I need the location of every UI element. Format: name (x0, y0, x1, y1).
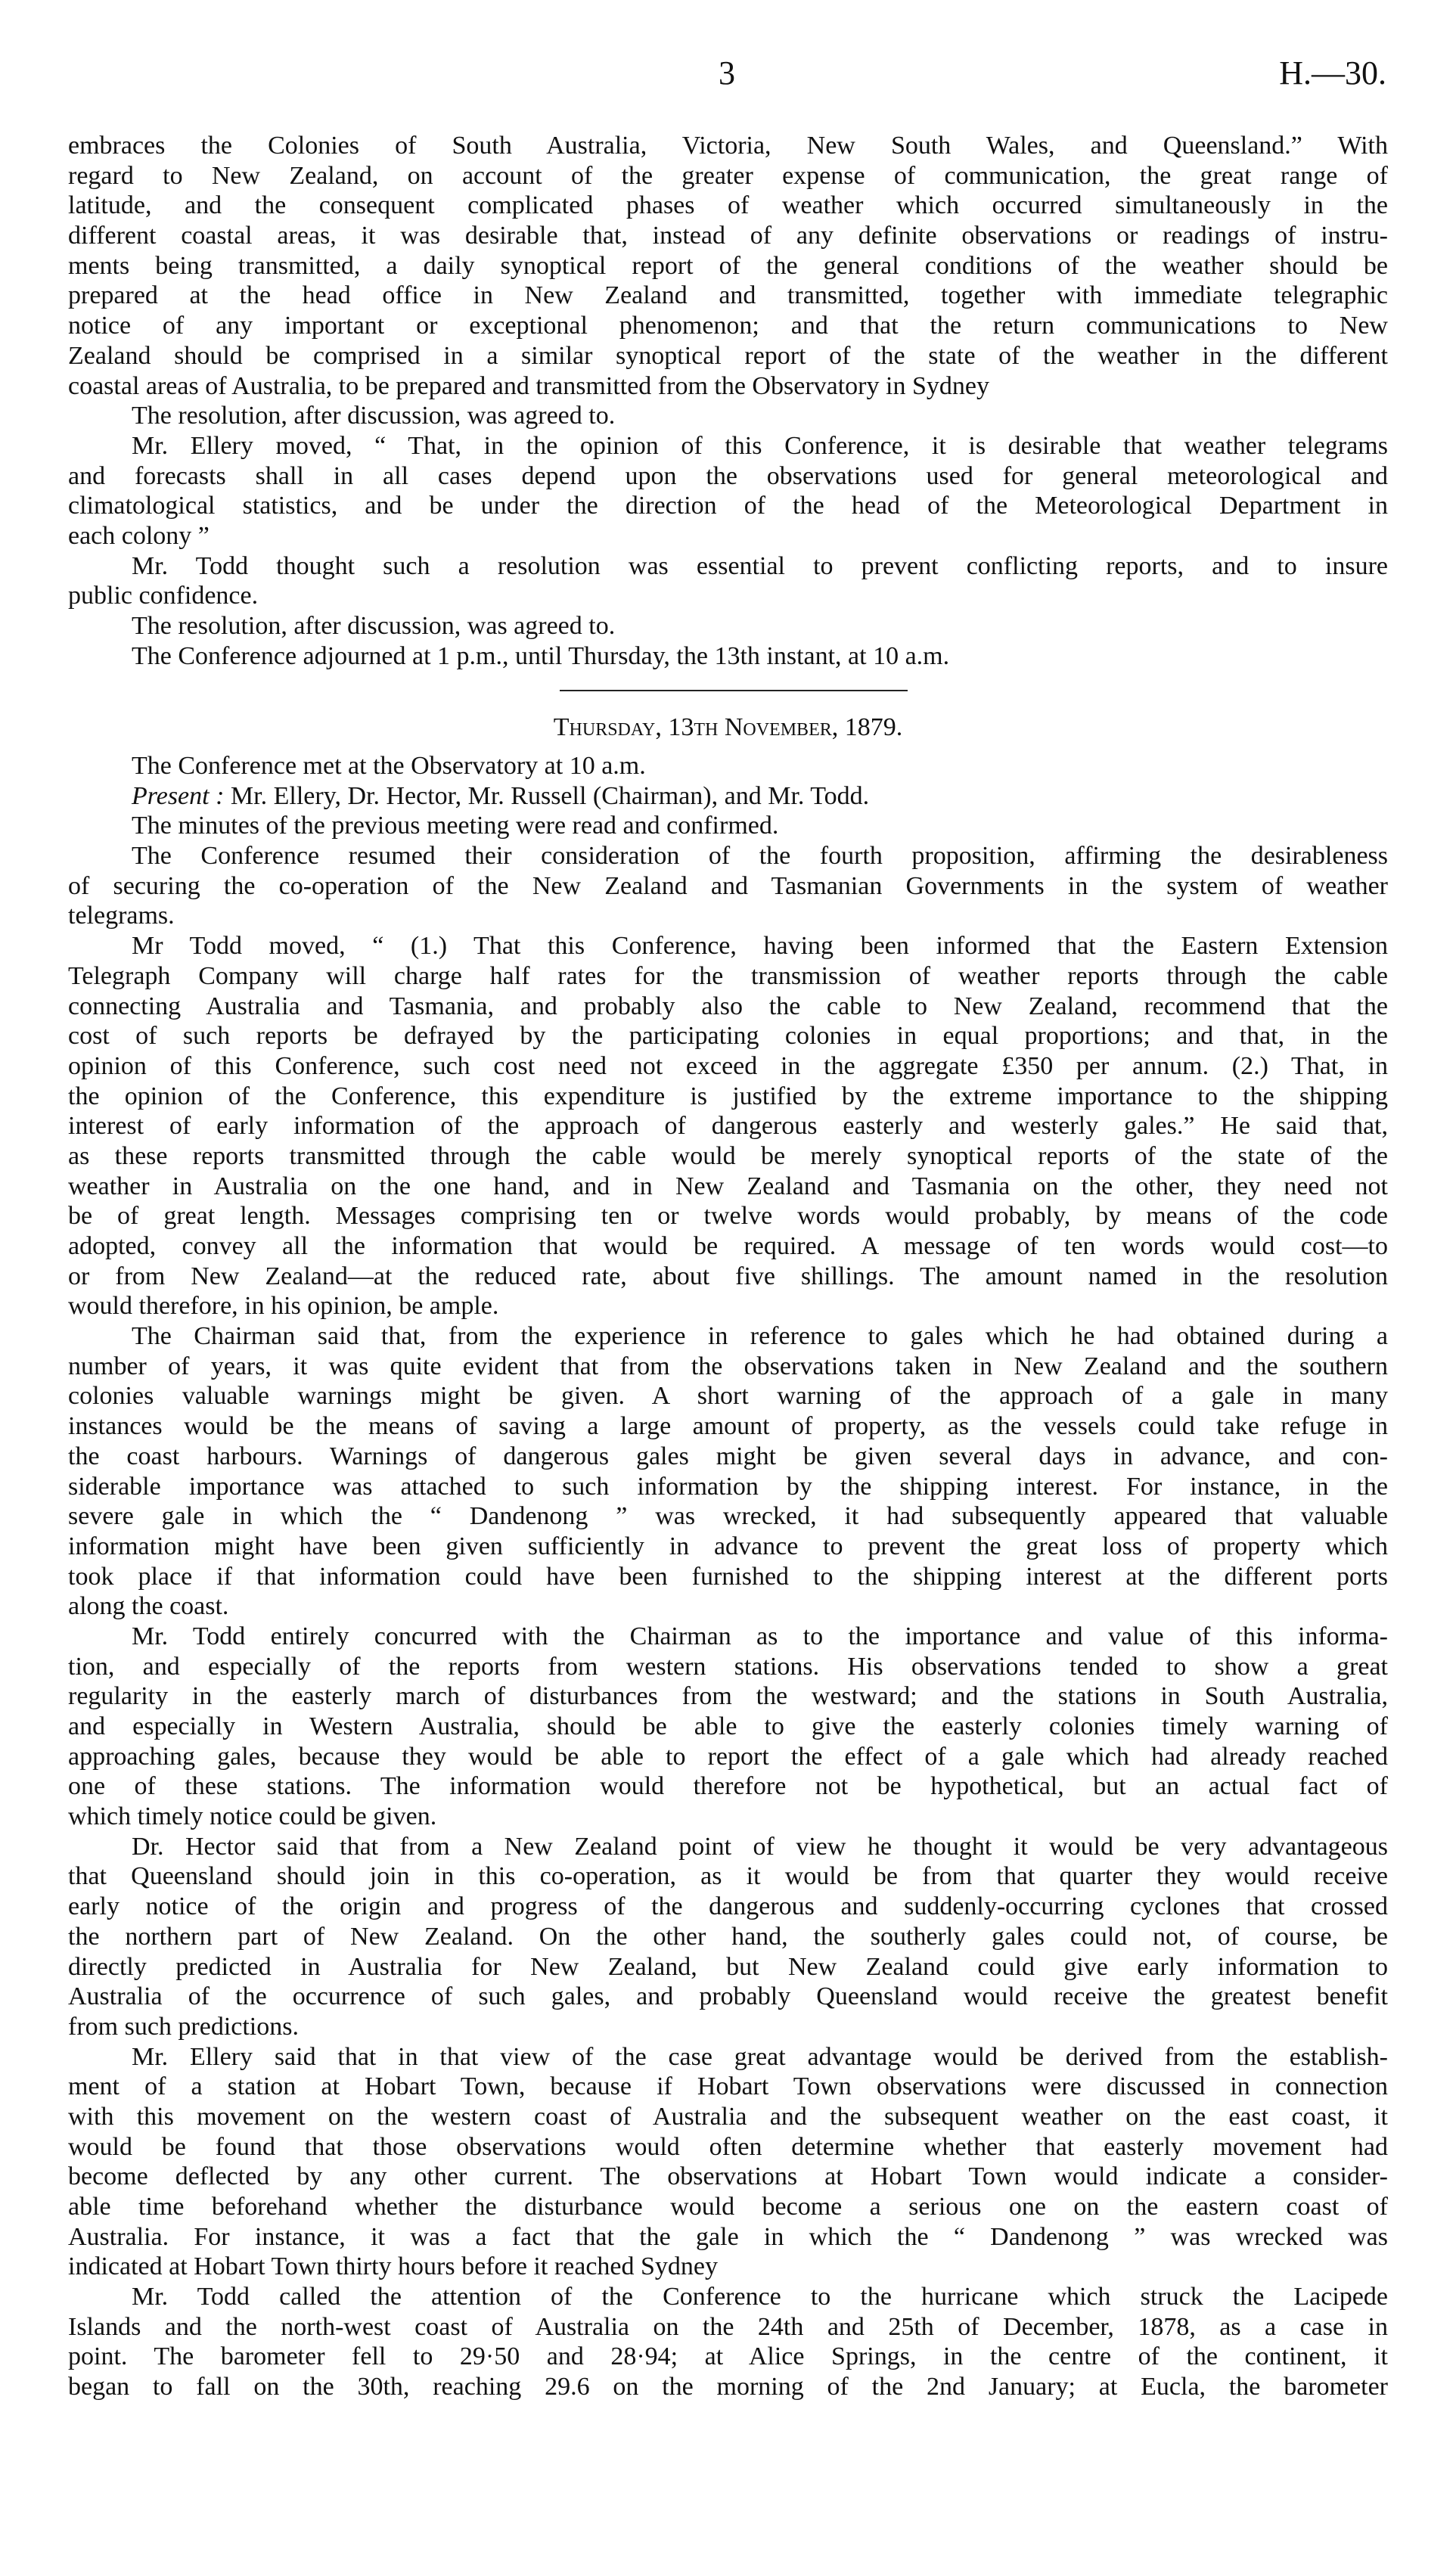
paragraph (68, 1832, 1388, 2042)
text-line: the coast harbours. Warnings of dangerous gales might be given several days in advance, and con- (68, 1442, 1388, 1470)
text-line: as these reports transmitted through the cable would be merely synoptical reports of the state of the (68, 1141, 1388, 1170)
text-line: number of years, it was quite evident that from the observations taken in New Zealand and the southern (68, 1352, 1388, 1380)
text-line: be of great length. Messages comprising ten or twelve words would probably, by means of the code (68, 1202, 1388, 1231)
text-line: the opinion of the Conference, this expenditure is justified by the extreme importance to the shipping (68, 1082, 1388, 1110)
text-line: of securing the co-operation of the New Zealand and Tasmanian Governments in the system of weather (68, 871, 1388, 900)
text-line: colonies valuable warnings might be given. A short warning of the approach of a gale in many (68, 1382, 1388, 1411)
paragraph (68, 841, 1388, 931)
text-line: would be found that those observations would often determine whether that easterly movement had (68, 2132, 1388, 2161)
text-line: Mr. Todd thought such a resolution was essential to prevent conflicting reports, and to insure (132, 551, 1388, 580)
text-line: become deflected by any other current. The observations at Hobart Town would indicate a consider- (68, 2162, 1388, 2191)
text-line: the northern part of New Zealand. On the other hand, the southerly gales could not, of course, be (68, 1922, 1388, 1951)
text-line: regard to New Zealand, on account of the greater expense of communication, the great range of (68, 161, 1388, 190)
text-line: severe gale in which the “ Dandenong ” was wrecked, it had subsequently appeared that valuable (68, 1502, 1388, 1531)
text-line: connecting Australia and Tasmania, and probably also the cable to New Zealand, recommend that the (68, 992, 1388, 1020)
text-line: The minutes of the previous meeting were read and confirmed. (132, 812, 779, 840)
text-line: Zealand should be comprised in a similar synoptical report of the state of the weather in the different (68, 341, 1388, 370)
text-line: adopted, convey all the information that would be required. A message of ten words would cost—to (68, 1232, 1388, 1260)
text-line: The Conference adjourned at 1 p.m., until Thursday, the 13th instant, at 10 a.m. (132, 641, 950, 670)
text-line: began to fall on the 30th, reaching 29.6 on the morning of the 2nd January; at Eucla, the barometer (68, 2373, 1388, 2401)
text-line: instances would be the means of saving a large amount of property, as the vessels could take refuge in (68, 1412, 1388, 1441)
text-line: notice of any important or exceptional phenomenon; and that the return communications to New (68, 312, 1388, 340)
present-label: Present : (132, 781, 225, 810)
paragraph (68, 2282, 1388, 2402)
text-line: or from New Zealand—at the reduced rate, about five shillings. The amount named in the resolution (68, 1262, 1388, 1290)
text-line: regularity in the easterly march of disturbances from the westward; and the stations in South Australia, (68, 1682, 1388, 1711)
paragraph (68, 611, 1388, 641)
text-line: one of these stations. The information would therefore not be hypothetical, but an actual fact of (68, 1772, 1388, 1801)
text-line: Mr. Ellery said that in that view of the case great advantage would be derived from the establish- (132, 2042, 1388, 2071)
text-line: telegrams. (68, 902, 175, 930)
text-line: that Queensland should join in this co-operation, as it would be from that quarter they would receive (68, 1862, 1388, 1891)
document-reference: H.—30. (1279, 54, 1386, 92)
text-line: The Chairman said that, from the experience in reference to gales which he had obtained during a (132, 1322, 1388, 1351)
text-line: The Conference met at the Observatory at 10 a.m. (132, 752, 646, 780)
text-line: opinion of this Conference, such cost need not exceed in the aggregate £350 per annum. (2.) That, in (68, 1051, 1388, 1080)
paragraph (68, 431, 1388, 551)
text-line (68, 781, 1388, 812)
text-line: Mr. Todd called the attention of the Conference to the hurricane which struck the Lacipede (132, 2283, 1388, 2311)
page-number: 3 (719, 54, 735, 92)
text-line: Mr. Ellery moved, “ That, in the opinion of this Conference, it is desirable that weather telegrams (132, 431, 1388, 460)
text-line: Islands and the north-west coast of Australia on the 24th and 25th of December, 1878, as a case in (68, 2312, 1388, 2341)
section-divider (560, 690, 908, 691)
text-line: Mr. Todd entirely concurred with the Chairman as to the importance and value of this informa- (132, 1622, 1388, 1650)
text-line: Australia of the occurrence of such gales, and probably Queensland would receive the greatest benefit (68, 1982, 1388, 2011)
paragraph (68, 1321, 1388, 1622)
text-line: ments being transmitted, a daily synoptical report of the general conditions of the weather should be (68, 251, 1388, 280)
text-line: able time beforehand whether the disturbance would become a serious one on the eastern coast of (68, 2193, 1388, 2221)
text-line: The resolution, after discussion, was agreed to. (132, 402, 616, 430)
text-line: Telegraph Company will charge half rates for the transmission of weather reports through the cable (68, 961, 1388, 990)
text-line: siderable importance was attached to such information by the shipping interest. For instance, in the (68, 1472, 1388, 1501)
text-line: The resolution, after discussion, was agreed to. (132, 612, 616, 640)
text-line: public confidence. (68, 582, 259, 610)
text-line: latitude, and the consequent complicated phases of weather which occurred simultaneously in the (68, 191, 1388, 220)
paragraph (68, 781, 1388, 812)
text-line: each colony ” (68, 521, 210, 550)
text-line: from such predictions. (68, 2012, 299, 2041)
paragraph (68, 811, 1388, 841)
text-line: Dr. Hector said that from a New Zealand point of view he thought it would be very advantageous (132, 1832, 1388, 1861)
text-line: embraces the Colonies of South Australia, Victoria, New South Wales, and Queensland.” With (68, 132, 1388, 160)
text-line: directly predicted in Australia for New Zealand, but New Zealand could give early information to (68, 1952, 1388, 1981)
text-line: early notice of the origin and progress of the dangerous and suddenly-occurring cyclones that crossed (68, 1892, 1388, 1921)
text-line: Australia. For instance, it was a fact that the gale in which the “ Dandenong ” was wrecked was (68, 2222, 1388, 2251)
text-line: information might have been given sufficiently in advance to prevent the great loss of property which (68, 1532, 1388, 1560)
text-line: interest of early information of the approach of dangerous easterly and westerly gales.” He said that, (68, 1112, 1388, 1141)
sitting-date-heading: Thursday, 13th November, 1879. (553, 713, 903, 741)
text-line: approaching gales, because they would be able to report the effect of a gale which had already reached (68, 1742, 1388, 1771)
text-line: indicated at Hobart Town thirty hours before it reached Sydney (68, 2252, 719, 2281)
section-thursday-sitting (68, 751, 1388, 2402)
text-line: which timely notice could be given. (68, 1802, 437, 1831)
paragraph (68, 551, 1388, 611)
paragraph (68, 751, 1388, 781)
text-line: coastal areas of Australia, to be prepared and transmitted from the Observatory in Sydney (68, 371, 989, 400)
text-line: prepared at the head office in New Zealand and transmitted, together with immediate telegraphic (68, 281, 1388, 310)
section-previous-sitting (68, 131, 1388, 671)
paragraph (68, 1622, 1388, 1832)
paragraph (68, 2042, 1388, 2283)
text-line: tion, and especially of the reports from western stations. His observations tended to show a great (68, 1652, 1388, 1681)
text-line: with this movement on the western coast of Australia and the subsequent weather on the east coast, it (68, 2102, 1388, 2131)
text-line: Mr Todd moved, “ (1.) That this Conference, having been informed that the Eastern Extension (132, 932, 1388, 961)
text-line: took place if that information could have been furnished to the shipping interest at the different ports (68, 1562, 1388, 1591)
paragraph (68, 401, 1388, 431)
text-line: and forecasts shall in all cases depend upon the observations used for general meteorological and (68, 461, 1388, 490)
paragraph (68, 931, 1388, 1321)
attendees-text: Mr. Ellery, Dr. Hector, Mr. Russell (Chairman), and Mr. Todd. (224, 781, 870, 810)
text-line: ment of a station at Hobart Town, because if Hobart Town observations were discussed in connection (68, 2072, 1388, 2101)
paragraph (68, 131, 1388, 401)
text-line: The Conference resumed their consideration of the fourth proposition, affirming the desirableness (132, 842, 1388, 871)
text-line: and especially in Western Australia, should be able to give the easterly colonies timely warning of (68, 1712, 1388, 1740)
text-line: climatological statistics, and be under the direction of the head of the Meteorological Department in (68, 492, 1388, 520)
text-line: along the coast. (68, 1592, 229, 1621)
text-line: different coastal areas, it was desirable that, instead of any definite observations or readings of instru- (68, 222, 1388, 250)
paragraph (68, 641, 1388, 672)
text-line: point. The barometer fell to 29·50 and 28·94; at Alice Springs, in the centre of the continent, it (68, 2342, 1388, 2371)
text-line: cost of such reports be defrayed by the participating colonies in equal proportions; and that, in the (68, 1022, 1388, 1051)
text-line: weather in Australia on the one hand, and in New Zealand and Tasmania on the other, they need not (68, 1172, 1388, 1200)
text-line: would therefore, in his opinion, be ample. (68, 1292, 499, 1321)
